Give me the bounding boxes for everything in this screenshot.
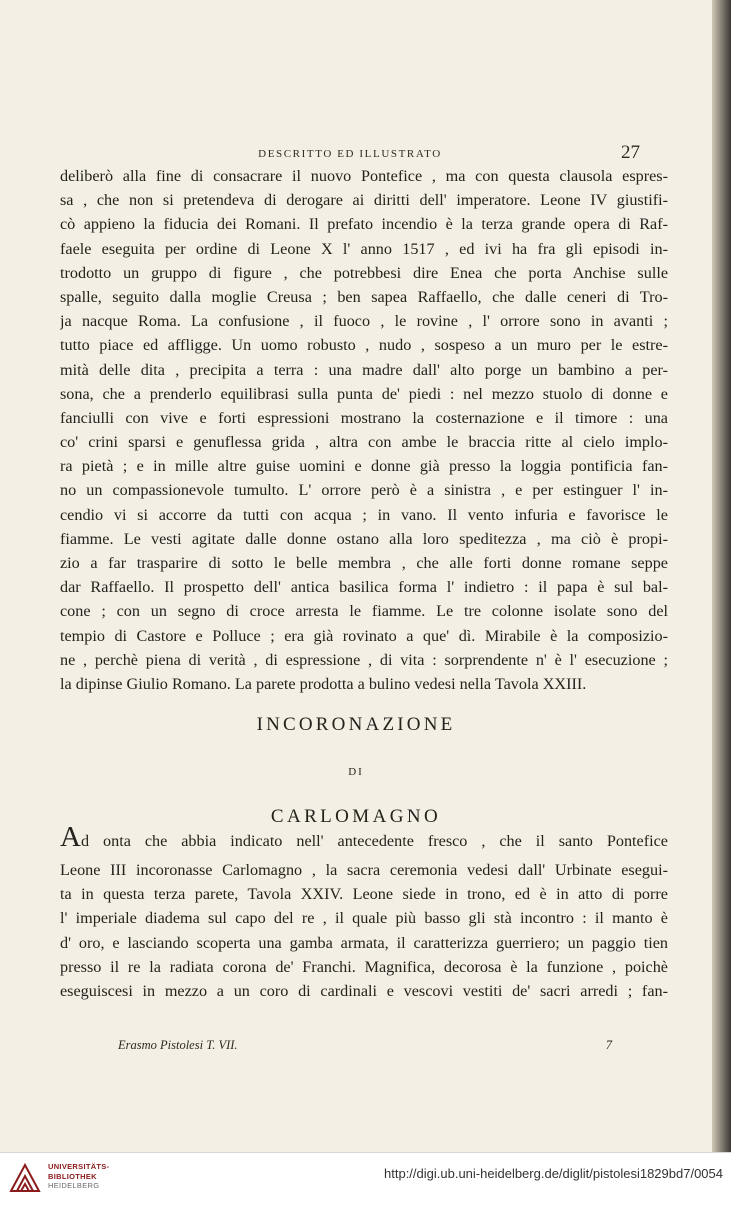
running-head-title: DESCRITTO ED ILLUSTRATO xyxy=(258,148,442,160)
text-line: deliberò alla fine di consacrare il nuovo Pontefice , ma con questa clausola espres- xyxy=(60,167,668,185)
page-edge-shadow xyxy=(712,0,731,1152)
text-line: zio a far trasparire di sotto le belle membra , che alle forti donne romane seppe xyxy=(60,554,668,572)
text-line: co' crini sparsi e genuflessa grida , altra con ambe le braccia ritte al cielo implo- xyxy=(60,433,668,452)
text-line: la dipinse Giulio Romano. La parete prodotta a bulino vedesi nella Tavola XXIII. xyxy=(60,674,587,693)
text-line: faele eseguita per ordine di Leone X l' anno 1517 , ed ivi ha fra gli episodi in- xyxy=(60,239,668,258)
logo-line-2: BIBLIOTHEK xyxy=(48,1171,97,1181)
text-line: mità delle dita , precipita a terra : una madre dall' alto porge un bambino a per- xyxy=(60,360,668,379)
library-logo-icon[interactable] xyxy=(8,1161,42,1195)
text-line: tutto piace ed affligge. Un uomo robusto , nudo , sospeso a un muro per le estre- xyxy=(60,336,668,355)
text-line: Leone III incoronasse Carlomagno , la sacra ceremonia vedesi dall' Urbinate esegui- xyxy=(60,861,668,879)
text-line: sa , che non si pretendeva di derogare ai diritti dell' imperatore. Leone IV giustifi- xyxy=(60,191,668,210)
text-line: dar Raffaello. Il prospetto dell' antica basilica forma l' indietro : il papa è sul bal- xyxy=(60,578,668,597)
permalink-url[interactable]: http://digi.ub.uni-heidelberg.de/diglit/pistolesi1829bd7/0054 xyxy=(384,1166,723,1181)
section-heading-conjunction: DI xyxy=(348,766,364,778)
section-heading-title: INCORONAZIONE xyxy=(256,714,456,735)
text-line: fiamme. Le vesti agitate dalle donne ostano alla loro speditezza , ma ciò è propi- xyxy=(60,529,668,548)
text-line: sona, che a prenderlo equilibrasi sulla punta de' piedi : nel mezzo stuolo di donne e xyxy=(60,384,668,403)
text-line: eseguiscesi in mezzo a un coro di cardinali e vescovi vestiti de' sacri arredi ; fan- xyxy=(60,981,668,1000)
paragraph-1 xyxy=(60,164,668,696)
signature-footer xyxy=(60,1038,620,1058)
logo-line-1: UNIVERSITÄTS- xyxy=(48,1162,110,1171)
text-line: cò appieno la fiducia dei Romani. Il prefato incendio è la terza grande opera di Raf- xyxy=(60,215,668,234)
running-head xyxy=(60,144,640,166)
text-line: cone ; con un segno di croce arresta le fiamme. Le tre colonne isolate sono del xyxy=(60,602,668,621)
library-footer-bar xyxy=(0,1152,731,1211)
text-line-rest: d onta che abbia indicato nell' antecedente fresco , che il santo Pontefice xyxy=(80,832,668,850)
page-number: 27 xyxy=(621,142,640,163)
text-line: d' oro, e lasciando scoperta una gamba armata, il caratterizza guerriero; un paggio tien xyxy=(60,933,668,952)
signature-mark: Erasmo Pistolesi T. VII. xyxy=(118,1038,238,1052)
text-line: presso il re la radiata corona de' Franchi. Magnifica, decorosa è la funzione , poichè xyxy=(60,957,668,976)
text-line: cendio vi si accorre da tutti con acqua ; in vano. Il vento infuria e favorisce le xyxy=(60,505,668,524)
text-line: tempio di Castore e Polluce ; era già rovinato a que' dì. Mirabile è la composizio- xyxy=(60,626,668,645)
text-line: trodotto un gruppo di figure , che potrebbesi dire Enea che porta Anchise sulle xyxy=(60,263,668,282)
text-line: ra pietà ; e in mille altre guise uomini e donne già presso la loggia pontificia fan- xyxy=(60,457,668,476)
text-line: ja nacque Roma. La confusione , il fuoco , le rovine , l' orrore sono in avanti ; xyxy=(60,312,668,331)
text-line: fanciulli con vive e forti espressioni mostrano la costernazione e il timore : una xyxy=(60,408,668,427)
text-line-first xyxy=(60,824,668,858)
logo-line-3: HEIDELBERG xyxy=(48,1181,100,1190)
section-heading-name: CARLOMAGNO xyxy=(270,806,442,827)
paragraph-2 xyxy=(60,824,668,1003)
text-line: ta in questa terza parete, Tavola XXIV. Leone siede in trono, ed è in atto di porre xyxy=(60,885,668,904)
text-line: ne , perchè piena di verità , di espressione , di vita : sorprendente n' è l' esecuzione ; xyxy=(60,650,668,669)
signature-number: 7 xyxy=(605,1038,612,1052)
text-line: spalle, seguito dalla moglie Creusa ; ben sapea Raffaello, che dalle ceneri di Tro- xyxy=(60,287,668,306)
library-logo-text[interactable] xyxy=(48,1162,109,1191)
drop-cap: A xyxy=(60,824,81,853)
text-line: l' imperiale diadema sul capo del re , il quale più basso gli stà incontro : il manto è xyxy=(60,909,668,928)
text-line: no un compassionevole tumulto. L' orrore però è a sinistra , e per estinguer l' in- xyxy=(60,481,668,500)
